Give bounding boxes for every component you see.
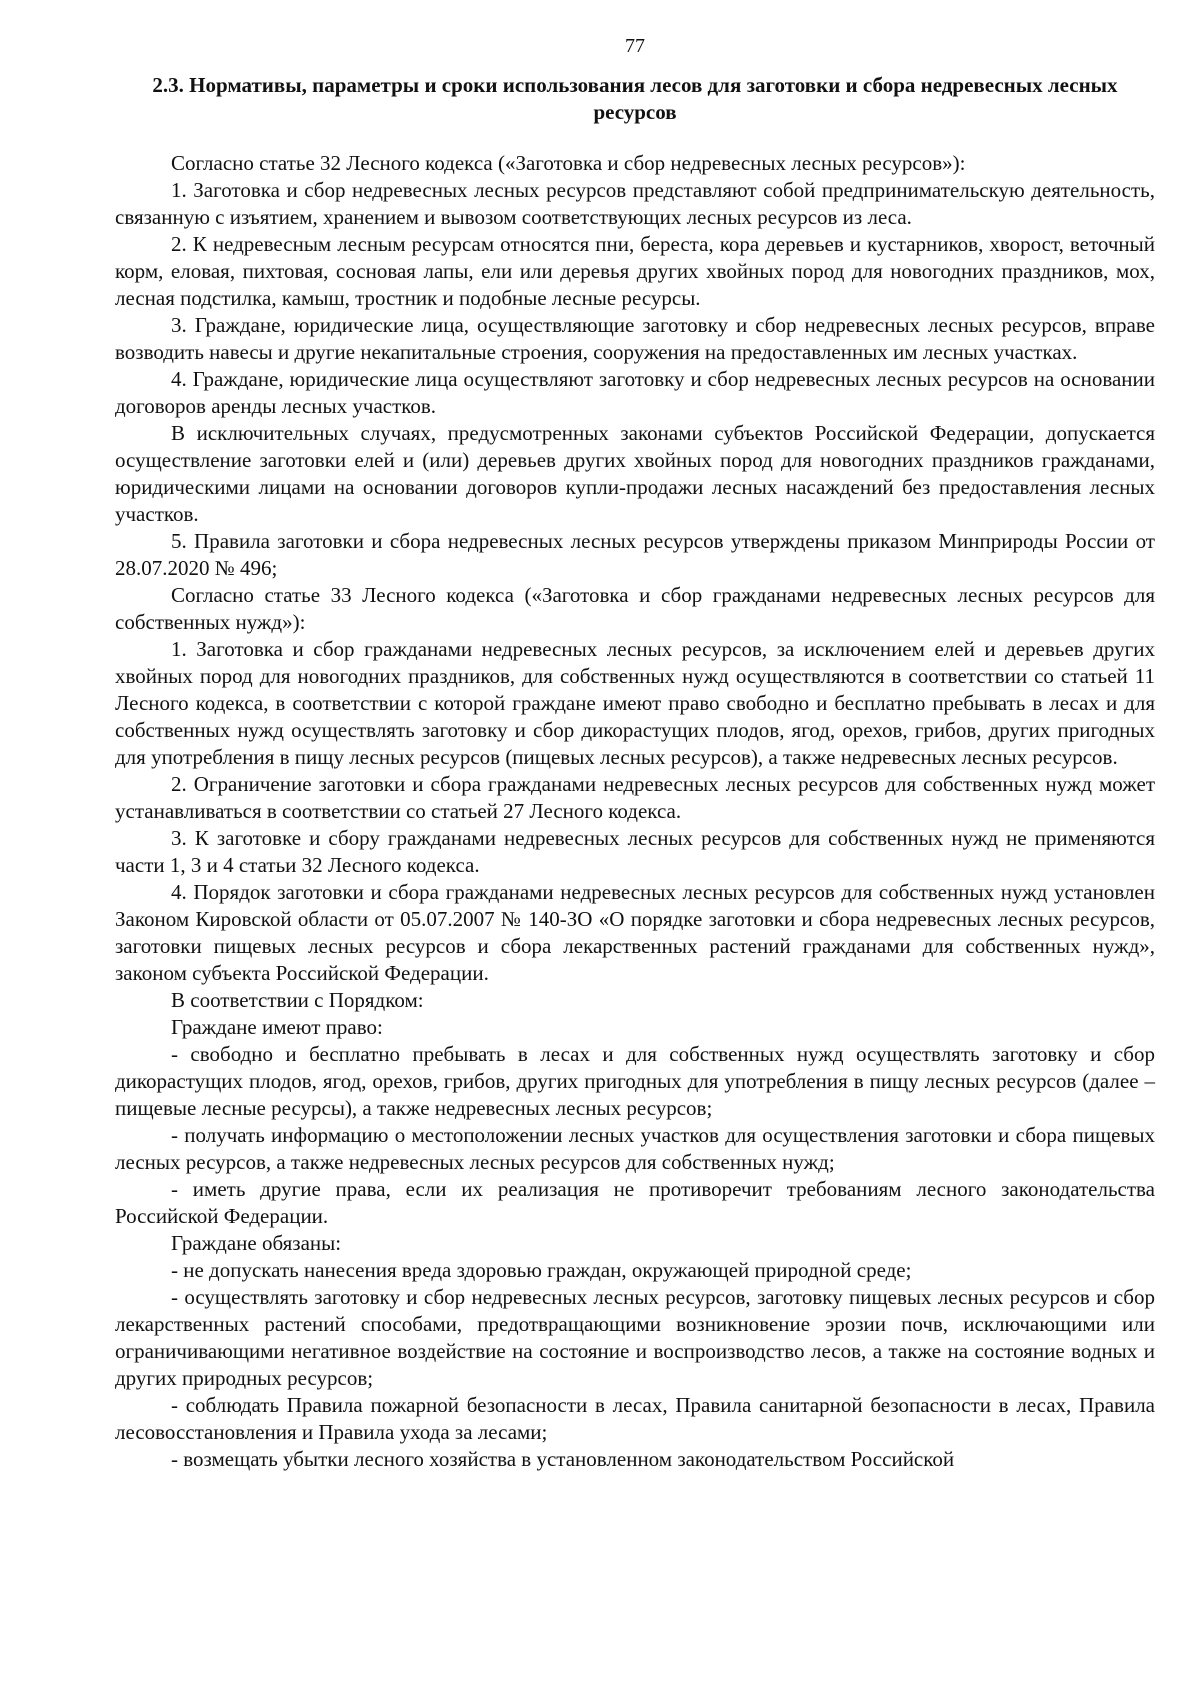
paragraph: Согласно статье 33 Лесного кодекса («Заготовка и сбор гражданами недревесных лесных ресурсов для собственных нужд»): — [115, 583, 1155, 634]
list-item: - получать информацию о местоположении лесных участков для осуществления заготовки и сбора пищевых лесных ресурсов, а также недревесных лесных ресурсов для собственных нужд; — [115, 1123, 1155, 1174]
paragraph: Согласно статье 32 Лесного кодекса («Заготовка и сбор недревесных лесных ресурсов»): — [171, 151, 966, 175]
paragraph: 1. Заготовка и сбор гражданами недревесных лесных ресурсов, за исключением елей и деревьев других хвойных пород для новогодних праздников, для собственных нужд осуществляются в соответствии со статьей 11 Лесного кодекса, в соответствии с которой граждане имеют право свободно и бесплатно пребывать в лесах и для собственных нужд осуществлять заготовку и сбор дикорастущих плодов, ягод, орехов, грибов, других пригодных для употребления в пищу лесных ресурсов (пищевых лесных ресурсов), а также недревесных лесных ресурсов. — [115, 637, 1155, 769]
paragraph: 3. Граждане, юридические лица, осуществляющие заготовку и сбор недревесных лесных ресурсов, вправе возводить навесы и другие некапитальные строения, сооружения на предоставленных им лесных участках. — [115, 313, 1155, 364]
list-item: - соблюдать Правила пожарной безопасности в лесах, Правила санитарной безопасности в лесах, Правила лесовосстановления и Правила ухода за лесами; — [115, 1393, 1155, 1444]
paragraph: 1. Заготовка и сбор недревесных лесных ресурсов представляют собой предпринимательскую деятельность, связанную с изъятием, хранением и вывозом соответствующих лесных ресурсов из леса. — [115, 178, 1155, 229]
paragraph: 2. Ограничение заготовки и сбора гражданами недревесных лесных ресурсов для собственных нужд может устанавливаться в соответствии со статьей 27 Лесного кодекса. — [115, 772, 1155, 823]
paragraph: 4. Граждане, юридические лица осуществляют заготовку и сбор недревесных лесных ресурсов на основании договоров аренды лесных участков. — [115, 367, 1155, 418]
paragraph: В соответствии с Порядком: — [171, 988, 424, 1012]
section-heading: 2.3. Нормативы, параметры и сроки использования лесов для заготовки и сбора недревесных лесных ресурсов — [152, 73, 1118, 124]
page-number: 77 — [625, 35, 645, 57]
list-item: - не допускать нанесения вреда здоровью граждан, окружающей природной среде; — [171, 1258, 912, 1282]
paragraph: 5. Правила заготовки и сбора недревесных лесных ресурсов утверждены приказом Минприроды России от 28.07.2020 № 496; — [115, 529, 1155, 580]
paragraph: В исключительных случаях, предусмотренных законами субъектов Российской Федерации, допускается осуществление заготовки елей и (или) деревьев других хвойных пород для новогодних праздников гражданами, юридическими лицами на основании договоров купли-продажи лесных насаждений без предоставления лесных участков. — [115, 421, 1155, 526]
paragraph: 3. К заготовке и сбору гражданами недревесных лесных ресурсов для собственных нужд не применяются части 1, 3 и 4 статьи 32 Лесного кодекса. — [115, 826, 1155, 877]
paragraph: 2. К недревесным лесным ресурсам относятся пни, береста, кора деревьев и кустарников, хворост, веточный корм, еловая, пихтовая, сосновая лапы, ели или деревья других хвойных пород для новогодних праздников, мох, лесная подстилка, камыш, тростник и подобные лесные ресурсы. — [115, 232, 1155, 310]
document-page — [115, 34, 1155, 1473]
list-item: - осуществлять заготовку и сбор недревесных лесных ресурсов, заготовку пищевых лесных ресурсов и сбор лекарственных растений способами, предотвращающими возникновение эрозии почв, исключающими или ограничивающими негативное воздействие на состояние и воспроизводство лесов, а также на состояние водных и других природных ресурсов; — [115, 1285, 1155, 1390]
paragraph: 4. Порядок заготовки и сбора гражданами недревесных лесных ресурсов для собственных нужд установлен Законом Кировской области от 05.07.2007 № 140-ЗО «О порядке заготовки и сбора недревесных лесных ресурсов, заготовки пищевых лесных ресурсов и сбора лекарственных растений гражданами для собственных нужд», законом субъекта Российской Федерации. — [115, 880, 1155, 985]
paragraph: Граждане обязаны: — [171, 1231, 342, 1255]
list-item: - иметь другие права, если их реализация не противоречит требованиям лесного законодательства Российской Федерации. — [115, 1177, 1155, 1228]
list-item: - возмещать убытки лесного хозяйства в установленном законодательством Российской — [171, 1447, 955, 1471]
list-item: - свободно и бесплатно пребывать в лесах и для собственных нужд осуществлять заготовку и сбор дикорастущих плодов, ягод, орехов, грибов, других пригодных для употребления в пищу лесных ресурсов (далее – пищевые лесные ресурсы), а также недревесных лесных ресурсов; — [115, 1042, 1155, 1120]
paragraph: Граждане имеют право: — [171, 1015, 383, 1039]
